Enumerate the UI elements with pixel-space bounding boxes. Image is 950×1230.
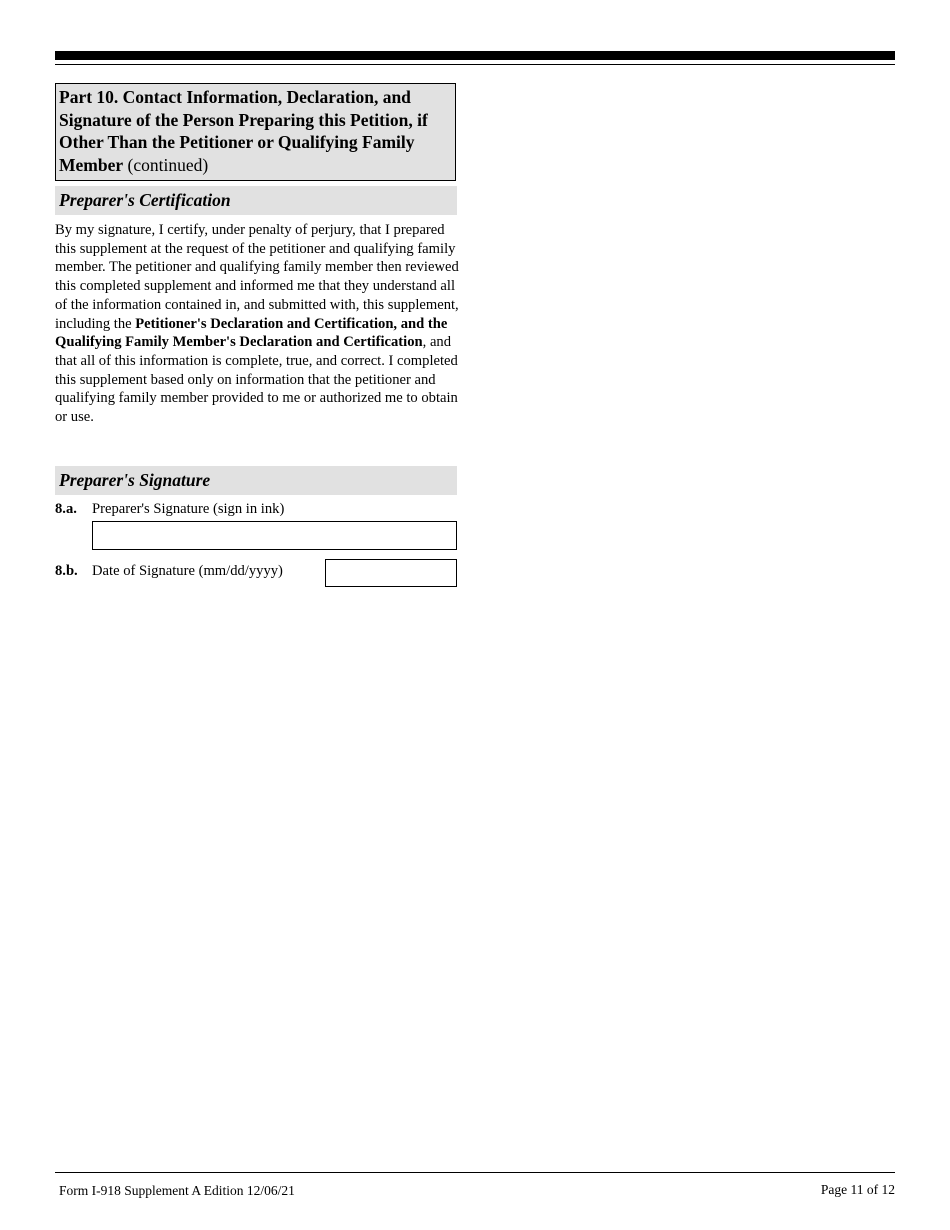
form-edition-label: Form I-918 Supplement A Edition 12/06/21 (59, 1183, 295, 1198)
part-10-title: Part 10. Contact Information, Declaration, and Signature of the Person Preparing this Petition, if Other Than the Petitioner or Qualifying Family Member (59, 87, 428, 175)
certification-text-1: By my signature, I certify, under penalty of perjury, that I prepared this supplement at the request of the petitioner and qualifying family member. The petitioner and qualifying family member then reviewed this completed supplement and informed me that they understand all of the information contained in, and submitted with, this supplement, including the (55, 222, 459, 332)
certification-text-bold: Petitioner's Declaration and Certification, and the Qualifying Family Member's Declaration and Certification (55, 315, 448, 351)
footer-rule (55, 1172, 895, 1173)
page-number: Page 11 of 12 (820, 1182, 895, 1197)
preparer-certification-heading: Preparer's Certification (59, 190, 231, 210)
part-10-header (55, 83, 456, 181)
item-8a-label: Preparer's Signature (sign in ink) (92, 501, 285, 517)
item-8b-number: 8.b. (55, 563, 78, 579)
preparer-signature-field[interactable] (92, 521, 457, 550)
date-of-signature-field[interactable] (325, 559, 457, 587)
item-8b-label: Date of Signature (mm/dd/yyyy) (92, 563, 283, 579)
preparer-certification-bar (55, 186, 457, 215)
preparer-signature-heading: Preparer's Signature (59, 470, 211, 490)
item-8a-number: 8.a. (55, 501, 77, 517)
certification-text-2: , and that all of this information is complete, true, and correct. I completed this supplement based only on information that the petitioner and qualifying family member provided to me or authorized me to obtain or use. (55, 334, 458, 426)
certification-paragraph (55, 221, 460, 427)
part-10-continued: (continued) (123, 154, 209, 175)
header-thin-rule (55, 64, 895, 65)
header-thick-rule (55, 51, 895, 60)
preparer-signature-bar (55, 466, 457, 495)
